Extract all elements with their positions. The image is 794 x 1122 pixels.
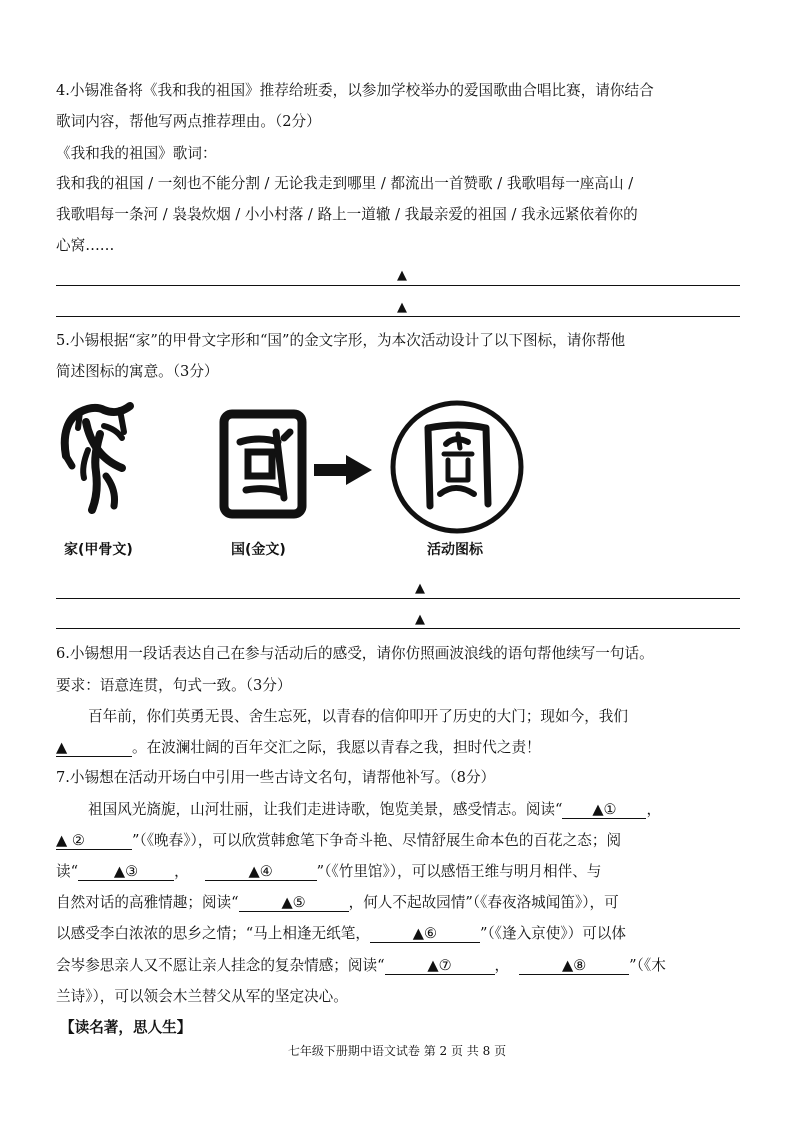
q7-row-1-comma: ， <box>646 801 662 818</box>
q7-row-3 <box>56 861 742 883</box>
q4-answer-marker-1: ▲ <box>397 268 407 283</box>
q4-prompt-line2: 歌词内容，帮他写两点推荐理由。（2分） <box>56 113 321 130</box>
q5-prompt-line2: 简述图标的寓意。（3分） <box>56 363 219 380</box>
q7-row-2-text: ”（《晚春》），可以欣赏韩愈笔下争奇斗艳、尽情舒展生命本色的百花之态；阅 <box>132 832 622 849</box>
q6-paragraph-line2 <box>56 737 742 759</box>
label-activity-icon: 活动图标 <box>427 542 483 558</box>
q7-blank-7[interactable]: ▲⑦ <box>385 957 495 975</box>
q4-answer-marker-2: ▲ <box>397 300 407 315</box>
q5-answer-marker-2: ▲ <box>415 612 425 627</box>
section-title: 【读名著，思人生】 <box>60 1019 192 1036</box>
q4-answer-line-2[interactable] <box>56 316 740 317</box>
page-footer: 七年级下册期中语文试卷 第 2 页 共 8 页 <box>287 1044 507 1058</box>
q7-row-4-lead: 自然对话的高雅情趣；阅读“ <box>56 894 239 911</box>
q6-fill-blank[interactable]: ▲ <box>56 739 132 757</box>
q5-answer-marker-1: ▲ <box>415 581 425 596</box>
q6-paragraph-line1: 百年前，你们英勇无畏、舍生忘死，以青春的信仰叩开了历史的大门；现如今，我们 <box>88 708 628 725</box>
q6-prompt-line1: 6.小锡想用一段话表达自己在参与活动后的感受，请你仿照画波浪线的语句帮他续写一句话。 <box>56 645 654 662</box>
q7-row-3-comma: ， <box>174 863 189 880</box>
q5-answer-line-1[interactable] <box>56 598 740 599</box>
q7-row-2 <box>56 830 742 852</box>
q4-answer-line-1[interactable] <box>56 285 740 286</box>
q6-prompt-line2: 要求：语意连贯，句式一致。（3分） <box>56 677 292 694</box>
q6-paragraph-rest: 。在波澜壮阔的百年交汇之际，我愿以青春之我，担时代之责！ <box>132 739 541 756</box>
arrow-right-icon <box>314 455 372 485</box>
label-jia-oracle: 家(甲骨文) <box>64 542 133 558</box>
q7-row-3-lead: 读“ <box>56 863 79 880</box>
q7-row-6-comma: ， <box>494 957 510 974</box>
guo-bronze-glyph-image <box>218 408 308 520</box>
q7-blank-2[interactable]: ▲ ② <box>56 832 132 850</box>
activity-icon-image <box>388 398 526 536</box>
q7-row-3-text: ”（《竹里馆》），可以感悟王维与明月相伴、与 <box>316 863 602 880</box>
q7-row-5-text: ”（《逢入京使》）可以体 <box>479 925 627 942</box>
q5-prompt-line1: 5.小锡根据“家”的甲骨文字形和“国”的金文字形，为本次活动设计了以下图标，请你帮他 <box>56 332 626 349</box>
jia-oracle-glyph-image <box>58 398 136 516</box>
q7-row-1-text: 祖国风光旖旎，山河壮丽，让我们走进诗歌，饱览美景，感受情志。阅读“ <box>88 801 563 818</box>
q7-row-5 <box>56 923 742 945</box>
q7-prompt: 7.小锡想在活动开场白中引用一些古诗文名句，请帮他补写。（8分） <box>56 769 496 786</box>
q7-row-5-lead: 以感受李白浓浓的思乡之情；“马上相逢无纸笔， <box>56 925 370 942</box>
q4-prompt-line1: 4.小锡准备将《我和我的祖国》推荐给班委，以参加学校举办的爱国歌曲合唱比赛，请你结合 <box>56 82 654 99</box>
q7-blank-6[interactable]: ▲⑥ <box>370 925 480 943</box>
q7-row-7: 兰诗》），可以领会木兰替父从军的坚定决心。 <box>56 988 348 1005</box>
q4-lyrics-title: 《我和我的祖国》歌词： <box>56 145 217 162</box>
q4-lyrics-line3: 心窝…… <box>56 237 115 254</box>
q7-row-1 <box>88 799 740 821</box>
q4-lyrics-line1: 我和我的祖国 / 一刻也不能分割 / 无论我走到哪里 / 都流出一首赞歌 / 我歌唱每一座高山 / <box>56 175 634 192</box>
q7-blank-5[interactable]: ▲⑤ <box>239 894 349 912</box>
q7-blank-3[interactable]: ▲③ <box>78 863 174 881</box>
q7-row-6-text: ”（《木 <box>629 957 666 974</box>
q4-lyrics-line2: 我歌唱每一条河 / 袅袅炊烟 / 小小村落 / 路上一道辙 / 我最亲爱的祖国 / 我永远紧依着你的 <box>56 206 638 223</box>
q7-blank-4[interactable]: ▲④ <box>205 863 317 881</box>
q7-blank-8[interactable]: ▲⑧ <box>519 957 629 975</box>
q5-answer-line-2[interactable] <box>56 628 740 629</box>
q7-row-4-text: ，何人不起故园情”（《春夜洛城闻笛》），可 <box>348 894 619 911</box>
q7-blank-1[interactable]: ▲① <box>562 801 646 819</box>
q7-row-6-lead: 会岑参思亲人又不愿让亲人挂念的复杂情感；阅读“ <box>56 957 385 974</box>
q7-row-4 <box>56 892 742 914</box>
label-guo-bronze: 国(金文) <box>231 542 286 558</box>
q7-row-6 <box>56 955 742 977</box>
